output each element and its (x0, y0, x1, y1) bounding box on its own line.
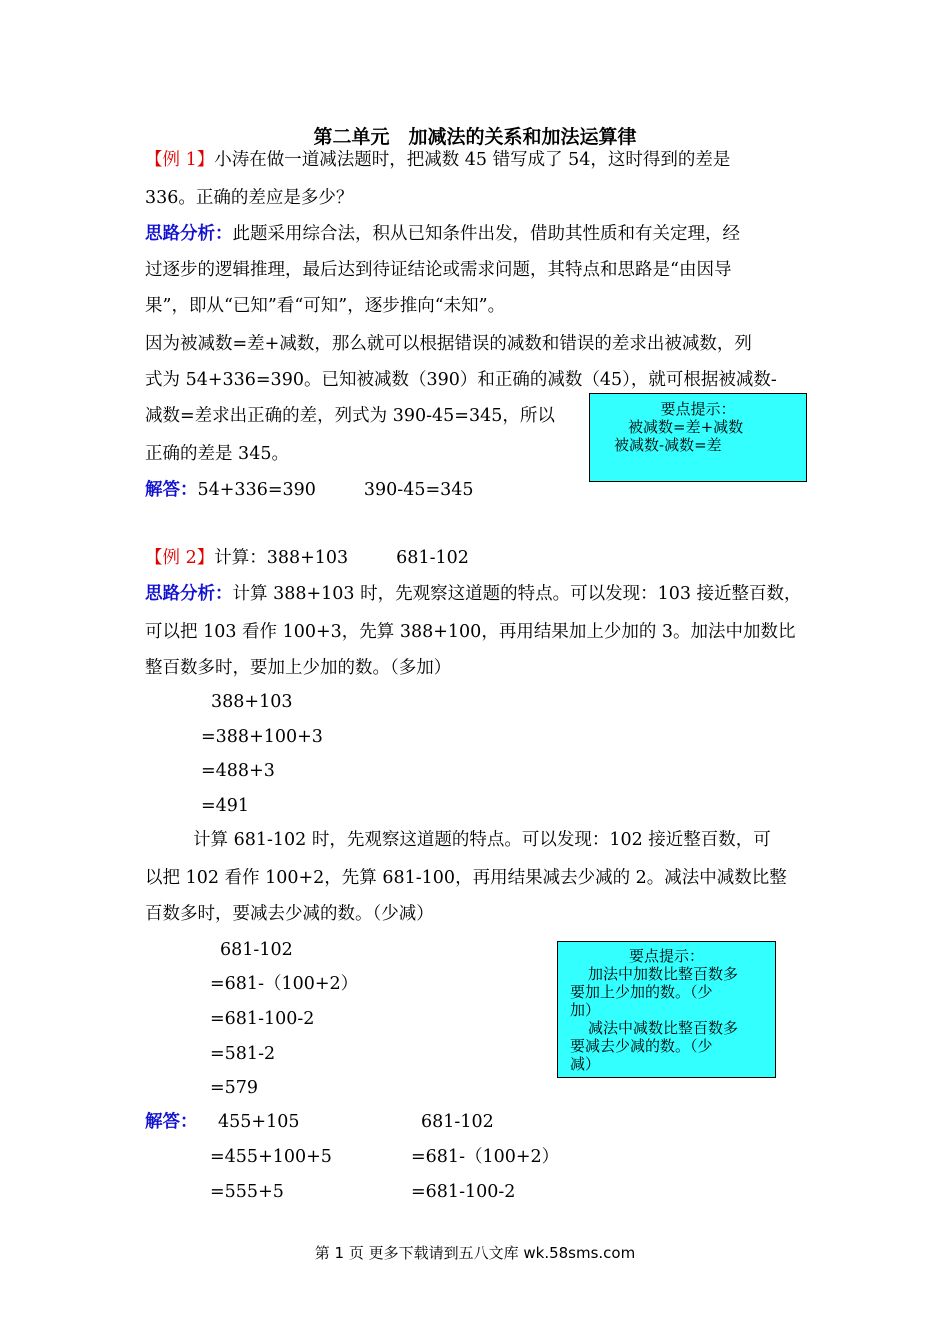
answer-left-step: 455+105 (218, 1112, 300, 1132)
analysis-line-2: 可以把 103 看作 100+3，先算 388+100，再用结果加上少加的 3。加法中加数比 (145, 622, 796, 642)
example-1-label: 【例 1】 (145, 150, 215, 170)
calc-step: 681-102 (220, 940, 293, 960)
answer-right-step: =681-100-2 (411, 1182, 516, 1202)
example-2-answer-label: 解答： (145, 1112, 198, 1132)
analysis-text: 计算 388+103 时，先观察这道题的特点。可以发现：103 接近整百数， (232, 584, 802, 604)
tip-box-2-line: 要加上少加的数。（少 (570, 983, 713, 1001)
answer-2: 390-45=345 (363, 480, 474, 500)
answer-1: 54+336=390 (197, 480, 316, 500)
answer-right-step: =681-（100+2） (411, 1147, 560, 1167)
reasoning-line-2: 式为 54+336=390。已知被减数（390）和正确的减数（45），就可根据被减数- (145, 370, 777, 390)
tip-box-1 (589, 393, 807, 482)
explanation-line-3: 百数多时，要减去少减的数。（少减） (145, 904, 434, 924)
calc-step: =491 (201, 796, 250, 816)
tip-box-2-line: 减法中减数比整百数多 (588, 1019, 739, 1037)
tip-box-2-line: 加法中加数比整百数多 (588, 965, 739, 983)
answer-left-step: =555+5 (210, 1182, 284, 1202)
analysis-label: 思路分析： (145, 224, 233, 244)
calc-step: 388+103 (211, 692, 293, 712)
calc-step: =579 (210, 1078, 259, 1098)
tip-box-2-line: 减） (570, 1055, 601, 1073)
analysis-line-3: 整百数多时，要加上少加的数。（多加） (145, 658, 452, 678)
answer-label: 解答： (145, 480, 198, 500)
page-title: 第二单元 加减法的关系和加法运算律 (313, 126, 637, 148)
example-2-analysis-line (145, 582, 802, 606)
calc-step: =488+3 (201, 761, 275, 781)
example-2-question: 计算：388+103 (214, 548, 349, 568)
example-1-question-text: 小涛在做一道减法题时，把减数 45 错写成了 54，这时得到的差是 (214, 150, 731, 170)
example-2-question-2: 681-102 (396, 548, 469, 568)
explanation-line-2: 以把 102 看作 100+2，先算 681-100，再用结果减去少减的 2。减法中减数比整 (145, 868, 787, 888)
tip-box-2-line: 要减去少减的数。（少 (570, 1037, 713, 1055)
reasoning-line-4: 正确的差是 345。 (145, 444, 289, 464)
reasoning-line-1: 因为被减数=差+减数，那么就可以根据错误的减数和错误的差求出被减数，列 (145, 334, 752, 354)
example-2-question-line (145, 546, 469, 570)
analysis-label: 思路分析： (145, 584, 233, 604)
calc-step: =581-2 (210, 1044, 276, 1064)
analysis-line-3: 果”，即从“已知”看“可知”，逐步推向“未知”。 (145, 296, 506, 316)
calc-step: =681-100-2 (210, 1009, 315, 1029)
calc-step: =388+100+3 (201, 727, 323, 747)
explanation-line-1: 计算 681-102 时，先观察这道题的特点。可以发现：102 接近整百数，可 (193, 830, 771, 850)
page-footer: 第 1 页 更多下载请到五八文库 wk.58sms.com (314, 1244, 636, 1262)
example-1-question-line (145, 148, 730, 172)
tip-box-1-line-1: 被减数=差+减数 (628, 418, 744, 436)
tip-box-1-line-2: 被减数-减数=差 (614, 436, 722, 454)
calc-step: =681-（100+2） (210, 974, 359, 994)
tip-box-1-title: 要点提示： (660, 400, 736, 418)
analysis-text: 此题采用综合法，积从已知条件出发，借助其性质和有关定理，经 (232, 224, 740, 244)
analysis-line-2: 过逐步的逻辑推理，最后达到待证结论或需求问题，其特点和思路是“由因导 (145, 260, 732, 280)
tip-box-2-title: 要点提示： (628, 947, 704, 965)
example-1-analysis-line (145, 222, 740, 246)
answer-right-step: 681-102 (421, 1112, 494, 1132)
reasoning-line-3: 减数=差求出正确的差，列式为 390-45=345，所以 (145, 406, 555, 426)
answer-left-step: =455+100+5 (210, 1147, 332, 1167)
example-1-answer-line (145, 478, 474, 502)
example-2-label: 【例 2】 (145, 548, 215, 568)
tip-box-2 (557, 941, 776, 1078)
example-1-question-line-2: 336。正确的差应是多少？ (145, 188, 354, 208)
tip-box-2-line: 加） (570, 1001, 601, 1019)
